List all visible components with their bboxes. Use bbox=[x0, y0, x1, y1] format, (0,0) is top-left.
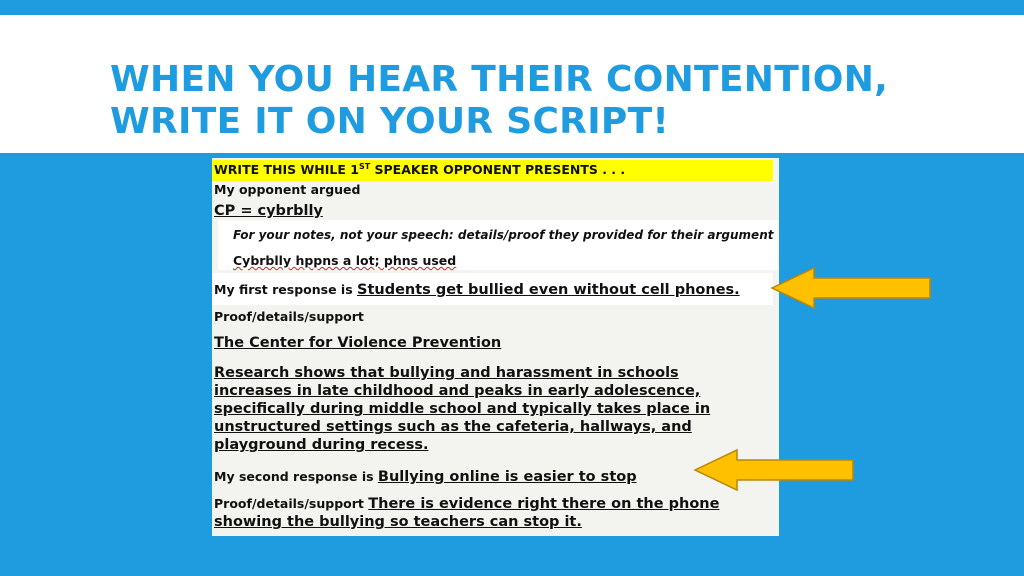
notes-text-value: Cybrblly hppns a lot; phns used bbox=[233, 253, 457, 268]
contention-text: CP = cybrblly bbox=[214, 203, 323, 219]
first-response-label: My first response is bbox=[214, 282, 357, 297]
proof-text-2: There is evidence right there on the phone showing the bullying so teachers can stop it. bbox=[214, 496, 720, 530]
proof-label-1: Proof/details/support bbox=[214, 309, 364, 324]
title-band bbox=[0, 15, 1024, 153]
script-header-suffix: SPEAKER OPPONENT PRESENTS . . . bbox=[370, 162, 626, 178]
proof-label-2: Proof/details/support bbox=[214, 496, 369, 511]
slide-title-line-1: WHEN YOU HEAR THEIR CONTENTION, bbox=[110, 59, 889, 100]
notes-text bbox=[233, 253, 456, 268]
opponent-argued-label: My opponent argued bbox=[214, 182, 361, 197]
left-arrow-icon bbox=[693, 448, 857, 492]
second-response-label: My second response is bbox=[214, 469, 378, 484]
second-proof-line bbox=[214, 495, 754, 531]
script-header-sup: ST bbox=[358, 162, 371, 171]
second-response-line bbox=[214, 466, 637, 485]
contention-line bbox=[214, 203, 323, 219]
first-response-text: Students get bullied even without cell phones. bbox=[357, 282, 740, 298]
slide-title-line-2: WRITE IT ON YOUR SCRIPT! bbox=[110, 101, 670, 142]
first-response-line bbox=[214, 279, 740, 298]
second-response-text: Bullying online is easier to stop bbox=[377, 469, 637, 485]
script-header-prefix: WRITE THIS WHILE 1 bbox=[214, 162, 359, 178]
script-header bbox=[214, 162, 625, 177]
notes-instruction: For your notes, not your speech: details/proof they provided for their argument bbox=[233, 228, 774, 242]
research-text: Research shows that bullying and harassment in schools increases in late childhood and peaks in early adolescence, specifically during middle school and typically takes place in unstructured settings such as the cafeteria, hallways, and playground during recess. bbox=[214, 365, 711, 453]
source-1: The Center for Violence Prevention bbox=[214, 335, 502, 351]
left-arrow-icon bbox=[770, 266, 934, 310]
